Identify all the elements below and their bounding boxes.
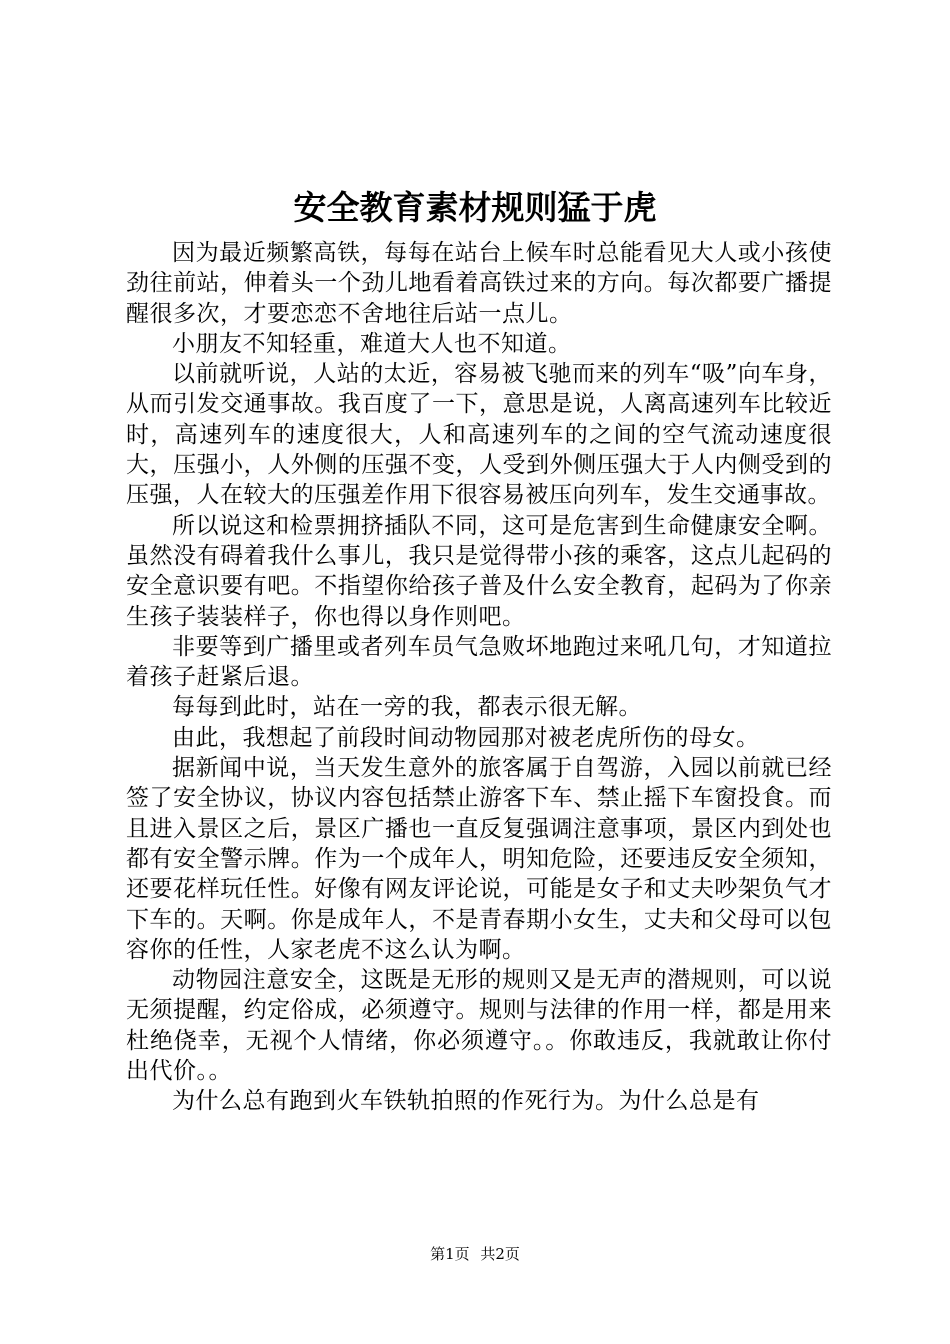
paragraph: 小朋友不知轻重，难道大人也不知道。 (172, 330, 572, 357)
paragraph: 以前就听说，人站的太近，容易被飞驰而来的列车“吸”向车身，从而引发交通事故。我百度了一下，意思是说，人离高速列车比较近时，高速列车的速度很大，人和高速列车的之间的空气流动速度很大，压强小，人外侧的压强不变，人受到外侧压强大于人内侧受到的压强，人在较大的压强差作用下很容易被压向列车，发生交通事故。 (126, 361, 832, 509)
page-total: 共2页 (480, 1245, 520, 1263)
paragraph: 每每到此时，站在一旁的我，都表示很无解。 (172, 694, 642, 721)
page-footer (0, 1244, 950, 1264)
paragraph: 由此，我想起了前段时间动物园那对被老虎所伤的母女。 (172, 724, 760, 751)
document-body (126, 238, 832, 1117)
paragraph: 动物园注意安全，这既是无形的规则又是无声的潜规则，可以说无须提醒，约定俗成，必须遵守。规则与法律的作用一样，都是用来杜绝侥幸，无视个人情绪，你必须遵守。。你敢违反，我就敢让你付出代价。。 (126, 967, 832, 1085)
paragraph: 据新闻中说，当天发生意外的旅客属于自驾游，入园以前就已经签了安全协议，协议内容包括禁止游客下车、禁止摇下车窗投食。而且进入景区之后，景区广播也一直反复强调注意事项，景区内到处也都有安全警示牌。作为一个成年人，明知危险，还要违反安全须知，还要花样玩任性。好像有网友评论说，可能是女子和丈夫吵架负气才下车的。天啊。你是成年人，不是青春期小女生，丈夫和父母可以包容你的任性，人家老虎不这么认为啊。 (126, 755, 832, 963)
paragraph: 非要等到广播里或者列车员气急败坏地跑过来吼几句，才知道拉着孩子赶紧后退。 (126, 633, 832, 691)
paragraph: 为什么总有跑到火车铁轨拍照的作死行为。为什么总是有 (172, 1088, 760, 1115)
paragraph: 所以说这和检票拥挤插队不同，这可是危害到生命健康安全啊。虽然没有碍着我什么事儿，我只是觉得带小孩的乘客，这点儿起码的安全意识要有吧。不指望你给孩子普及什么安全教育，起码为了你亲生孩子装装样子，你也得以身作则吧。 (126, 512, 832, 630)
document-title: 安全教育素材规则猛于虎 (293, 188, 657, 227)
paragraph: 因为最近频繁高铁，每每在站台上候车时总能看见大人或小孩使劲往前站，伸着头一个劲儿地看着高铁过来的方向。每次都要广播提醒很多次，才要恋恋不舍地往后站一点儿。 (126, 240, 832, 327)
page-number: 第1页 (430, 1245, 470, 1263)
